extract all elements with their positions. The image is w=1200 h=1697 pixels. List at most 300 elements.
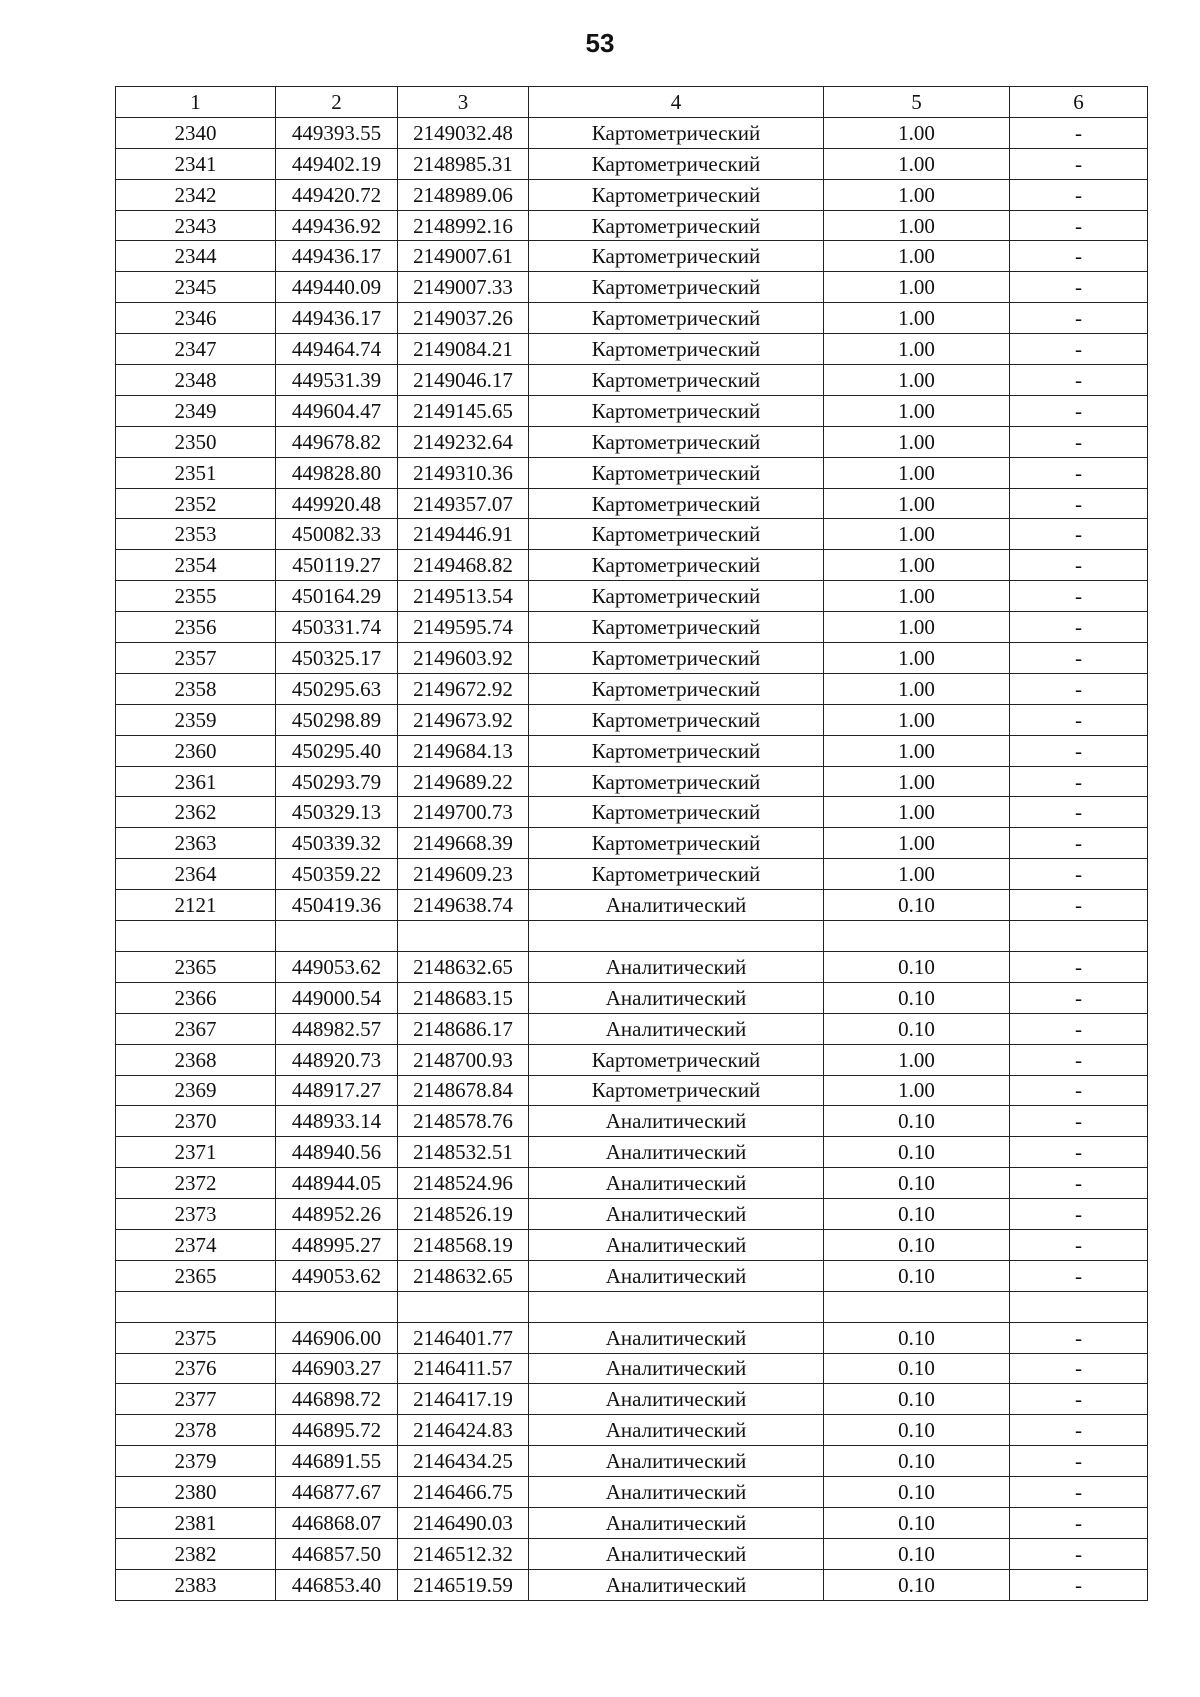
method-cell: Аналитический	[529, 982, 824, 1013]
x-coordinate-cell: 448995.27	[276, 1229, 398, 1260]
method-cell: Картометрический	[529, 1044, 824, 1075]
coordinates-table	[115, 86, 1148, 1601]
x-coordinate-cell: 448920.73	[276, 1044, 398, 1075]
point-number-cell	[116, 1291, 276, 1322]
y-coordinate-cell: 2149007.61	[398, 241, 529, 272]
x-coordinate-cell: 450298.89	[276, 704, 398, 735]
point-number-cell: 2377	[116, 1384, 276, 1415]
y-coordinate-cell: 2149603.92	[398, 643, 529, 674]
note-cell	[1010, 1291, 1148, 1322]
accuracy-cell: 1.00	[824, 735, 1010, 766]
note-cell: -	[1010, 210, 1148, 241]
method-cell: Картометрический	[529, 859, 824, 890]
table-row	[116, 117, 1148, 148]
table-row	[116, 179, 1148, 210]
x-coordinate-cell: 449604.47	[276, 395, 398, 426]
x-coordinate-cell: 449920.48	[276, 488, 398, 519]
point-number-cell: 2350	[116, 426, 276, 457]
table-row	[116, 982, 1148, 1013]
y-coordinate-cell: 2149638.74	[398, 890, 529, 921]
method-cell: Аналитический	[529, 1415, 824, 1446]
table-row	[116, 890, 1148, 921]
table-row	[116, 1322, 1148, 1353]
y-coordinate-cell: 2148992.16	[398, 210, 529, 241]
x-coordinate-cell: 448933.14	[276, 1106, 398, 1137]
x-coordinate-cell: 449678.82	[276, 426, 398, 457]
method-cell: Аналитический	[529, 1013, 824, 1044]
method-cell: Картометрический	[529, 334, 824, 365]
x-coordinate-cell: 448952.26	[276, 1199, 398, 1230]
table-row	[116, 365, 1148, 396]
table-row	[116, 1291, 1148, 1322]
accuracy-cell: 0.10	[824, 951, 1010, 982]
accuracy-cell: 0.10	[824, 1322, 1010, 1353]
note-cell: -	[1010, 673, 1148, 704]
method-cell: Аналитический	[529, 1322, 824, 1353]
table-row	[116, 1477, 1148, 1508]
accuracy-cell: 1.00	[824, 797, 1010, 828]
table-row	[116, 859, 1148, 890]
method-cell: Картометрический	[529, 457, 824, 488]
x-coordinate-cell: 446857.50	[276, 1538, 398, 1569]
y-coordinate-cell: 2146411.57	[398, 1353, 529, 1384]
x-coordinate-cell: 449464.74	[276, 334, 398, 365]
method-cell: Картометрический	[529, 210, 824, 241]
point-number-cell: 2380	[116, 1477, 276, 1508]
accuracy-cell: 1.00	[824, 210, 1010, 241]
x-coordinate-cell: 449402.19	[276, 148, 398, 179]
note-cell: -	[1010, 1229, 1148, 1260]
y-coordinate-cell: 2149357.07	[398, 488, 529, 519]
accuracy-cell: 0.10	[824, 1199, 1010, 1230]
point-number-cell: 2362	[116, 797, 276, 828]
method-cell: Картометрический	[529, 612, 824, 643]
table-row	[116, 581, 1148, 612]
table-row	[116, 1507, 1148, 1538]
y-coordinate-cell: 2148532.51	[398, 1137, 529, 1168]
note-cell: -	[1010, 1569, 1148, 1600]
note-cell: -	[1010, 426, 1148, 457]
note-cell: -	[1010, 612, 1148, 643]
y-coordinate-cell: 2149310.36	[398, 457, 529, 488]
method-cell: Картометрический	[529, 797, 824, 828]
y-coordinate-cell: 2148683.15	[398, 982, 529, 1013]
method-cell: Картометрический	[529, 179, 824, 210]
method-cell: Картометрический	[529, 241, 824, 272]
table-row	[116, 457, 1148, 488]
accuracy-cell: 1.00	[824, 704, 1010, 735]
note-cell: -	[1010, 365, 1148, 396]
header-row	[116, 87, 1148, 118]
note-cell: -	[1010, 1260, 1148, 1291]
point-number-cell: 2369	[116, 1075, 276, 1106]
y-coordinate-cell: 2149609.23	[398, 859, 529, 890]
x-coordinate-cell: 449393.55	[276, 117, 398, 148]
table-row	[116, 828, 1148, 859]
column-header-3: 3	[398, 87, 529, 118]
y-coordinate-cell: 2148632.65	[398, 1260, 529, 1291]
table-row	[116, 1044, 1148, 1075]
method-cell: Аналитический	[529, 951, 824, 982]
point-number-cell: 2359	[116, 704, 276, 735]
accuracy-cell: 1.00	[824, 241, 1010, 272]
note-cell: -	[1010, 457, 1148, 488]
accuracy-cell	[824, 921, 1010, 952]
y-coordinate-cell: 2149468.82	[398, 550, 529, 581]
accuracy-cell: 1.00	[824, 550, 1010, 581]
point-number-cell: 2361	[116, 766, 276, 797]
method-cell: Картометрический	[529, 704, 824, 735]
accuracy-cell: 1.00	[824, 179, 1010, 210]
y-coordinate-cell: 2149446.91	[398, 519, 529, 550]
note-cell: -	[1010, 1538, 1148, 1569]
point-number-cell: 2376	[116, 1353, 276, 1384]
x-coordinate-cell: 449000.54	[276, 982, 398, 1013]
accuracy-cell: 1.00	[824, 828, 1010, 859]
accuracy-cell: 1.00	[824, 117, 1010, 148]
y-coordinate-cell: 2148700.93	[398, 1044, 529, 1075]
x-coordinate-cell: 450295.63	[276, 673, 398, 704]
point-number-cell: 2358	[116, 673, 276, 704]
method-cell: Аналитический	[529, 1569, 824, 1600]
point-number-cell: 2347	[116, 334, 276, 365]
point-number-cell: 2348	[116, 365, 276, 396]
x-coordinate-cell: 450359.22	[276, 859, 398, 890]
table-row	[116, 643, 1148, 674]
table-row	[116, 951, 1148, 982]
x-coordinate-cell: 449440.09	[276, 272, 398, 303]
point-number-cell: 2340	[116, 117, 276, 148]
method-cell	[529, 921, 824, 952]
x-coordinate-cell: 449436.92	[276, 210, 398, 241]
point-number-cell: 2352	[116, 488, 276, 519]
x-coordinate-cell: 450293.79	[276, 766, 398, 797]
table-row	[116, 1538, 1148, 1569]
x-coordinate-cell: 446891.55	[276, 1446, 398, 1477]
point-number-cell: 2357	[116, 643, 276, 674]
y-coordinate-cell: 2148686.17	[398, 1013, 529, 1044]
column-header-4: 4	[529, 87, 824, 118]
table-row	[116, 1106, 1148, 1137]
table-row	[116, 1569, 1148, 1600]
method-cell: Картометрический	[529, 303, 824, 334]
accuracy-cell: 0.10	[824, 982, 1010, 1013]
accuracy-cell: 0.10	[824, 890, 1010, 921]
y-coordinate-cell: 2146417.19	[398, 1384, 529, 1415]
point-number-cell: 2383	[116, 1569, 276, 1600]
accuracy-cell: 0.10	[824, 1384, 1010, 1415]
point-number-cell: 2371	[116, 1137, 276, 1168]
method-cell: Картометрический	[529, 148, 824, 179]
point-number-cell: 2360	[116, 735, 276, 766]
table-row	[116, 550, 1148, 581]
method-cell: Картометрический	[529, 550, 824, 581]
accuracy-cell: 0.10	[824, 1260, 1010, 1291]
point-number-cell: 2354	[116, 550, 276, 581]
accuracy-cell: 0.10	[824, 1137, 1010, 1168]
y-coordinate-cell: 2149595.74	[398, 612, 529, 643]
y-coordinate-cell: 2146490.03	[398, 1507, 529, 1538]
x-coordinate-cell: 448940.56	[276, 1137, 398, 1168]
table-body	[116, 117, 1148, 1600]
x-coordinate-cell: 449436.17	[276, 303, 398, 334]
note-cell: -	[1010, 179, 1148, 210]
method-cell: Картометрический	[529, 519, 824, 550]
column-header-6: 6	[1010, 87, 1148, 118]
method-cell: Картометрический	[529, 643, 824, 674]
x-coordinate-cell: 449053.62	[276, 1260, 398, 1291]
method-cell: Картометрический	[529, 828, 824, 859]
note-cell: -	[1010, 581, 1148, 612]
note-cell: -	[1010, 828, 1148, 859]
table-row	[116, 426, 1148, 457]
accuracy-cell: 1.00	[824, 395, 1010, 426]
method-cell: Картометрический	[529, 365, 824, 396]
x-coordinate-cell: 450419.36	[276, 890, 398, 921]
x-coordinate-cell: 446903.27	[276, 1353, 398, 1384]
table-row	[116, 1384, 1148, 1415]
accuracy-cell: 1.00	[824, 673, 1010, 704]
note-cell: -	[1010, 1322, 1148, 1353]
y-coordinate-cell: 2149668.39	[398, 828, 529, 859]
y-coordinate-cell: 2149684.13	[398, 735, 529, 766]
method-cell: Картометрический	[529, 117, 824, 148]
point-number-cell: 2374	[116, 1229, 276, 1260]
accuracy-cell: 1.00	[824, 426, 1010, 457]
table-row	[116, 210, 1148, 241]
method-cell: Аналитический	[529, 1353, 824, 1384]
note-cell: -	[1010, 1075, 1148, 1106]
point-number-cell: 2355	[116, 581, 276, 612]
table-header	[116, 87, 1148, 118]
table-row	[116, 1168, 1148, 1199]
table-row	[116, 1199, 1148, 1230]
note-cell: -	[1010, 519, 1148, 550]
accuracy-cell: 1.00	[824, 303, 1010, 334]
x-coordinate-cell: 450325.17	[276, 643, 398, 674]
point-number-cell: 2365	[116, 1260, 276, 1291]
y-coordinate-cell: 2149037.26	[398, 303, 529, 334]
note-cell: -	[1010, 951, 1148, 982]
accuracy-cell: 1.00	[824, 334, 1010, 365]
point-number-cell: 2373	[116, 1199, 276, 1230]
method-cell: Картометрический	[529, 272, 824, 303]
x-coordinate-cell: 446853.40	[276, 1569, 398, 1600]
note-cell: -	[1010, 766, 1148, 797]
note-cell: -	[1010, 148, 1148, 179]
accuracy-cell: 1.00	[824, 488, 1010, 519]
note-cell: -	[1010, 488, 1148, 519]
x-coordinate-cell: 449828.80	[276, 457, 398, 488]
y-coordinate-cell: 2146512.32	[398, 1538, 529, 1569]
y-coordinate-cell: 2146401.77	[398, 1322, 529, 1353]
y-coordinate-cell: 2148578.76	[398, 1106, 529, 1137]
point-number-cell: 2370	[116, 1106, 276, 1137]
accuracy-cell: 0.10	[824, 1106, 1010, 1137]
method-cell: Аналитический	[529, 1384, 824, 1415]
method-cell: Аналитический	[529, 1137, 824, 1168]
point-number-cell: 2345	[116, 272, 276, 303]
table-row	[116, 1260, 1148, 1291]
note-cell: -	[1010, 859, 1148, 890]
x-coordinate-cell: 450082.33	[276, 519, 398, 550]
y-coordinate-cell: 2149145.65	[398, 395, 529, 426]
point-number-cell: 2382	[116, 1538, 276, 1569]
accuracy-cell: 1.00	[824, 643, 1010, 674]
accuracy-cell: 0.10	[824, 1229, 1010, 1260]
accuracy-cell: 0.10	[824, 1013, 1010, 1044]
accuracy-cell: 1.00	[824, 766, 1010, 797]
point-number-cell: 2375	[116, 1322, 276, 1353]
y-coordinate-cell: 2149032.48	[398, 117, 529, 148]
y-coordinate-cell: 2149007.33	[398, 272, 529, 303]
y-coordinate-cell: 2148568.19	[398, 1229, 529, 1260]
table-row	[116, 766, 1148, 797]
y-coordinate-cell: 2149700.73	[398, 797, 529, 828]
method-cell: Картометрический	[529, 581, 824, 612]
table-row	[116, 272, 1148, 303]
note-cell: -	[1010, 982, 1148, 1013]
table-row	[116, 1075, 1148, 1106]
note-cell: -	[1010, 890, 1148, 921]
table-row	[116, 704, 1148, 735]
point-number-cell: 2367	[116, 1013, 276, 1044]
method-cell: Аналитический	[529, 1507, 824, 1538]
x-coordinate-cell: 450164.29	[276, 581, 398, 612]
table-row	[116, 148, 1148, 179]
y-coordinate-cell: 2146466.75	[398, 1477, 529, 1508]
table-row	[116, 612, 1148, 643]
page-number: 53	[585, 28, 615, 58]
table-row	[116, 1229, 1148, 1260]
x-coordinate-cell: 449531.39	[276, 365, 398, 396]
column-header-1: 1	[116, 87, 276, 118]
method-cell: Аналитический	[529, 1106, 824, 1137]
note-cell	[1010, 921, 1148, 952]
note-cell: -	[1010, 334, 1148, 365]
note-cell: -	[1010, 272, 1148, 303]
point-number-cell: 2364	[116, 859, 276, 890]
method-cell: Картометрический	[529, 766, 824, 797]
note-cell: -	[1010, 241, 1148, 272]
x-coordinate-cell	[276, 921, 398, 952]
y-coordinate-cell	[398, 1291, 529, 1322]
table-row	[116, 797, 1148, 828]
point-number-cell: 2381	[116, 1507, 276, 1538]
y-coordinate-cell: 2149689.22	[398, 766, 529, 797]
accuracy-cell: 0.10	[824, 1446, 1010, 1477]
accuracy-cell: 0.10	[824, 1168, 1010, 1199]
x-coordinate-cell: 446898.72	[276, 1384, 398, 1415]
accuracy-cell: 1.00	[824, 272, 1010, 303]
y-coordinate-cell: 2148989.06	[398, 179, 529, 210]
accuracy-cell: 0.10	[824, 1415, 1010, 1446]
table-row	[116, 303, 1148, 334]
table-row	[116, 334, 1148, 365]
table-row	[116, 1415, 1148, 1446]
y-coordinate-cell: 2149084.21	[398, 334, 529, 365]
table-row	[116, 1446, 1148, 1477]
y-coordinate-cell: 2148526.19	[398, 1199, 529, 1230]
table-row	[116, 921, 1148, 952]
x-coordinate-cell: 450331.74	[276, 612, 398, 643]
y-coordinate-cell: 2146424.83	[398, 1415, 529, 1446]
accuracy-cell: 1.00	[824, 612, 1010, 643]
point-number-cell: 2353	[116, 519, 276, 550]
note-cell: -	[1010, 395, 1148, 426]
table-row	[116, 1353, 1148, 1384]
point-number-cell: 2343	[116, 210, 276, 241]
point-number-cell: 2346	[116, 303, 276, 334]
table-row	[116, 735, 1148, 766]
point-number-cell: 2121	[116, 890, 276, 921]
accuracy-cell: 0.10	[824, 1507, 1010, 1538]
table-row	[116, 395, 1148, 426]
note-cell: -	[1010, 1507, 1148, 1538]
x-coordinate-cell	[276, 1291, 398, 1322]
note-cell: -	[1010, 1415, 1148, 1446]
point-number-cell: 2363	[116, 828, 276, 859]
note-cell: -	[1010, 550, 1148, 581]
method-cell: Аналитический	[529, 890, 824, 921]
note-cell: -	[1010, 1013, 1148, 1044]
accuracy-cell: 1.00	[824, 859, 1010, 890]
y-coordinate-cell: 2148632.65	[398, 951, 529, 982]
method-cell	[529, 1291, 824, 1322]
note-cell: -	[1010, 1199, 1148, 1230]
method-cell: Аналитический	[529, 1538, 824, 1569]
x-coordinate-cell: 450295.40	[276, 735, 398, 766]
point-number-cell: 2378	[116, 1415, 276, 1446]
note-cell: -	[1010, 643, 1148, 674]
x-coordinate-cell: 449436.17	[276, 241, 398, 272]
point-number-cell: 2342	[116, 179, 276, 210]
x-coordinate-cell: 446877.67	[276, 1477, 398, 1508]
y-coordinate-cell: 2148524.96	[398, 1168, 529, 1199]
table-row	[116, 241, 1148, 272]
note-cell: -	[1010, 1044, 1148, 1075]
note-cell: -	[1010, 303, 1148, 334]
x-coordinate-cell: 449420.72	[276, 179, 398, 210]
note-cell: -	[1010, 1384, 1148, 1415]
x-coordinate-cell: 450329.13	[276, 797, 398, 828]
method-cell: Аналитический	[529, 1229, 824, 1260]
x-coordinate-cell: 448944.05	[276, 1168, 398, 1199]
table-row	[116, 673, 1148, 704]
accuracy-cell: 1.00	[824, 519, 1010, 550]
method-cell: Аналитический	[529, 1477, 824, 1508]
accuracy-cell: 1.00	[824, 148, 1010, 179]
method-cell: Картометрический	[529, 673, 824, 704]
point-number-cell: 2379	[116, 1446, 276, 1477]
note-cell: -	[1010, 1137, 1148, 1168]
point-number-cell: 2372	[116, 1168, 276, 1199]
x-coordinate-cell: 448917.27	[276, 1075, 398, 1106]
method-cell: Аналитический	[529, 1260, 824, 1291]
method-cell: Картометрический	[529, 395, 824, 426]
x-coordinate-cell: 450119.27	[276, 550, 398, 581]
point-number-cell: 2341	[116, 148, 276, 179]
y-coordinate-cell: 2149513.54	[398, 581, 529, 612]
y-coordinate-cell: 2149672.92	[398, 673, 529, 704]
note-cell: -	[1010, 704, 1148, 735]
y-coordinate-cell	[398, 921, 529, 952]
point-number-cell	[116, 921, 276, 952]
y-coordinate-cell: 2148985.31	[398, 148, 529, 179]
x-coordinate-cell: 450339.32	[276, 828, 398, 859]
accuracy-cell: 0.10	[824, 1477, 1010, 1508]
accuracy-cell: 1.00	[824, 457, 1010, 488]
